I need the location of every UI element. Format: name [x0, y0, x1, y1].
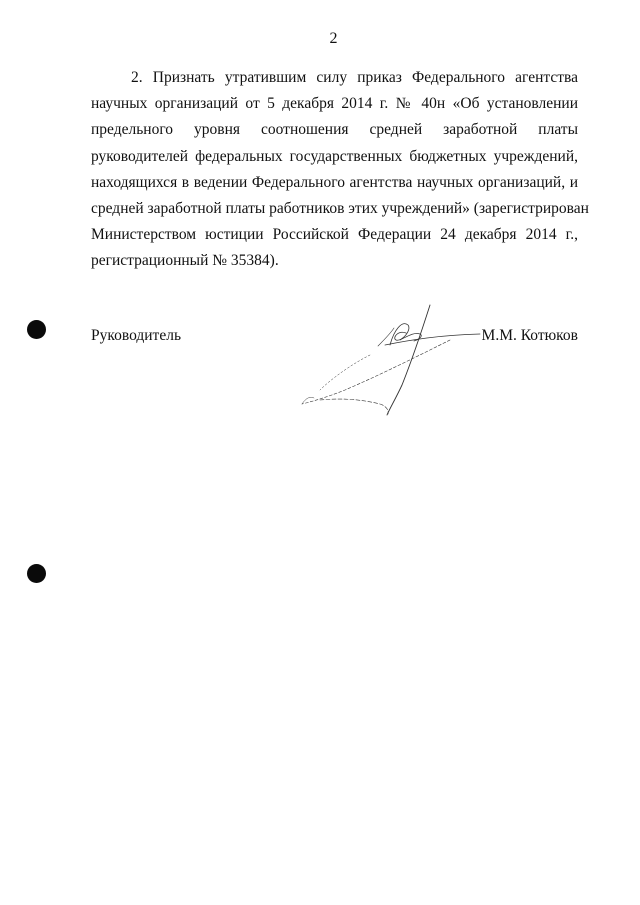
- paragraph-line: руководителей федеральных государственных бюджетных учреждений,: [91, 147, 578, 165]
- paragraph-line: регистрационный № 35384).: [91, 252, 279, 270]
- punch-hole: [27, 564, 46, 583]
- clause-2-paragraph: [91, 65, 589, 275]
- handwritten-signature: [290, 300, 500, 420]
- paragraph-line: Министерством юстиции Российской Федерации 24 декабря 2014 г.,: [91, 226, 578, 244]
- paragraph-line: 2. Признать утратившим силу приказ Федерального агентства: [131, 69, 578, 86]
- page-number: 2: [329, 30, 338, 47]
- punch-hole: [27, 320, 46, 339]
- signer-name: М.М. Котюков: [481, 327, 578, 344]
- paragraph-line: находящихся в ведении Федерального агентства научных организаций, и: [91, 173, 578, 191]
- paragraph-line: предельного уровня соотношения средней заработной платы: [91, 121, 578, 139]
- signer-title: Руководитель: [91, 327, 182, 344]
- paragraph-line: средней заработной платы работников этих учреждений» (зарегистрирован: [91, 199, 589, 217]
- paragraph-line: научных организаций от 5 декабря 2014 г. № 40н «Об установлении: [91, 95, 578, 113]
